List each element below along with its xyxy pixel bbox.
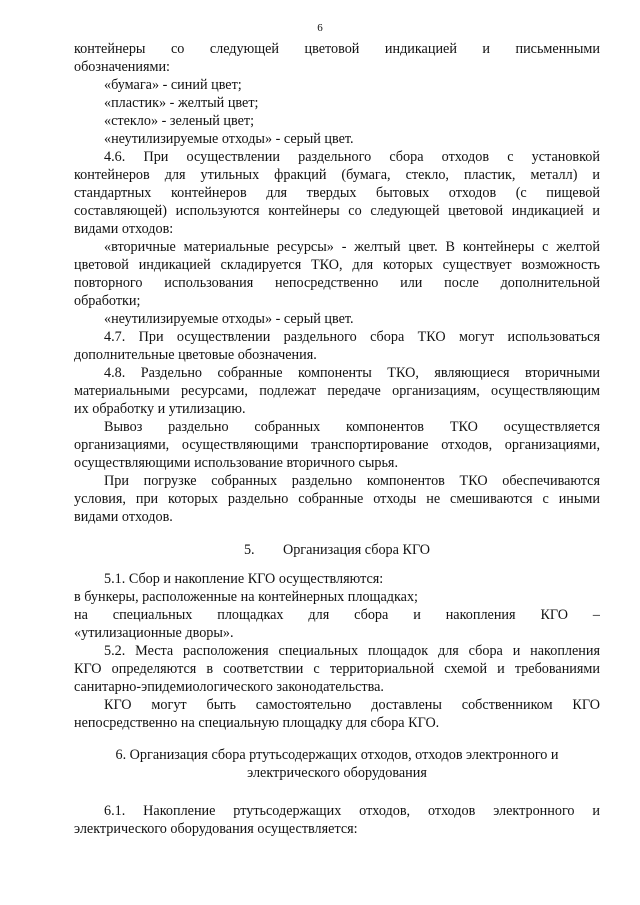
text-line: 6.1. Накопление ртутьсодержащих отходов, отходов электронного и [104,803,600,819]
text-line: «утилизационные дворы». [74,625,234,641]
text-line: При погрузке собранных раздельно компонентов ТКО обеспечиваются [104,473,600,489]
text-line: обработки; [74,293,141,309]
text-line: организациями, осуществляющими транспортирование отходов, организациями, [74,437,600,453]
text-line: 5.2. Места расположения специальных площадок для сбора и накопления [104,643,600,659]
text-line: «стекло» - зеленый цвет; [104,113,255,129]
text-line: «неутилизируемые отходы» - серый цвет. [104,311,354,327]
text-line: 4.8. Раздельно собранные компоненты ТКО, являющиеся вторичными [104,365,600,381]
text-line: цветовой индикацией складируется ТКО, для которых существует возможность [74,257,600,273]
text-line: санитарно-эпидемиологического законодательства. [74,679,384,695]
text-line: условия, при которых раздельно собранные отходы не смешиваются с иными [74,491,600,507]
text-line: повторного использования непосредственно или после дополнительной [74,275,600,291]
text-line: видами отходов. [74,509,173,525]
text-line: «пластик» - желтый цвет; [104,95,259,111]
text-line: контейнеры со следующей цветовой индикацией и письменными [74,41,600,57]
text-line: КГО определяются в соответствии с территориальной схемой и требованиями [74,661,600,677]
text-line: стандартных контейнеров для твердых бытовых отходов (с пищевой [74,185,600,201]
text-line: их обработку и утилизацию. [74,401,246,417]
text-line: в бункеры, расположенные на контейнерных площадках; [74,589,418,605]
section-heading: электрического оборудования [247,765,427,781]
text-line: материальными ресурсами, подлежат передаче организациям, осуществляющим [74,383,600,399]
text-line: контейнеров для утильных фракций (бумага, стекло, пластик, металл) и [74,167,600,183]
text-line: 4.7. При осуществлении раздельного сбора ТКО могут использоваться [104,329,600,345]
text-line: КГО могут быть самостоятельно доставлены собственником КГО [104,697,600,713]
text-line: видами отходов: [74,221,174,237]
text-line: непосредственно на специальную площадку для сбора КГО. [74,715,440,731]
text-line: «вторичные материальные ресурсы» - желтый цвет. В контейнеры с желтой [104,239,600,255]
text-line: 5.1. Сбор и накопление КГО осуществляются: [104,571,384,587]
text-line: на специальных площадках для сбора и накопления КГО – [74,607,600,623]
text-line: 4.6. При осуществлении раздельного сбора отходов с установкой [104,149,600,165]
text-line: дополнительные цветовые обозначения. [74,347,317,363]
text-line: «неутилизируемые отходы» - серый цвет. [104,131,354,147]
page-number: 6 [317,22,323,34]
text-line: электрического оборудования осуществляется: [74,821,358,837]
section-heading: 6. Организация сбора ртутьсодержащих отходов, отходов электронного и [115,747,559,763]
text-line: Вывоз раздельно собранных компонентов ТКО осуществляется [104,419,600,435]
text-line: составляющей) используются контейнеры со следующей цветовой индикацией и [74,203,600,219]
text-line: осуществляющими использование вторичного сырья. [74,455,398,471]
text-line: обозначениями: [74,59,170,75]
section-heading: 5. Организация сбора КГО [243,542,431,558]
text-line: «бумага» - синий цвет; [104,77,242,93]
